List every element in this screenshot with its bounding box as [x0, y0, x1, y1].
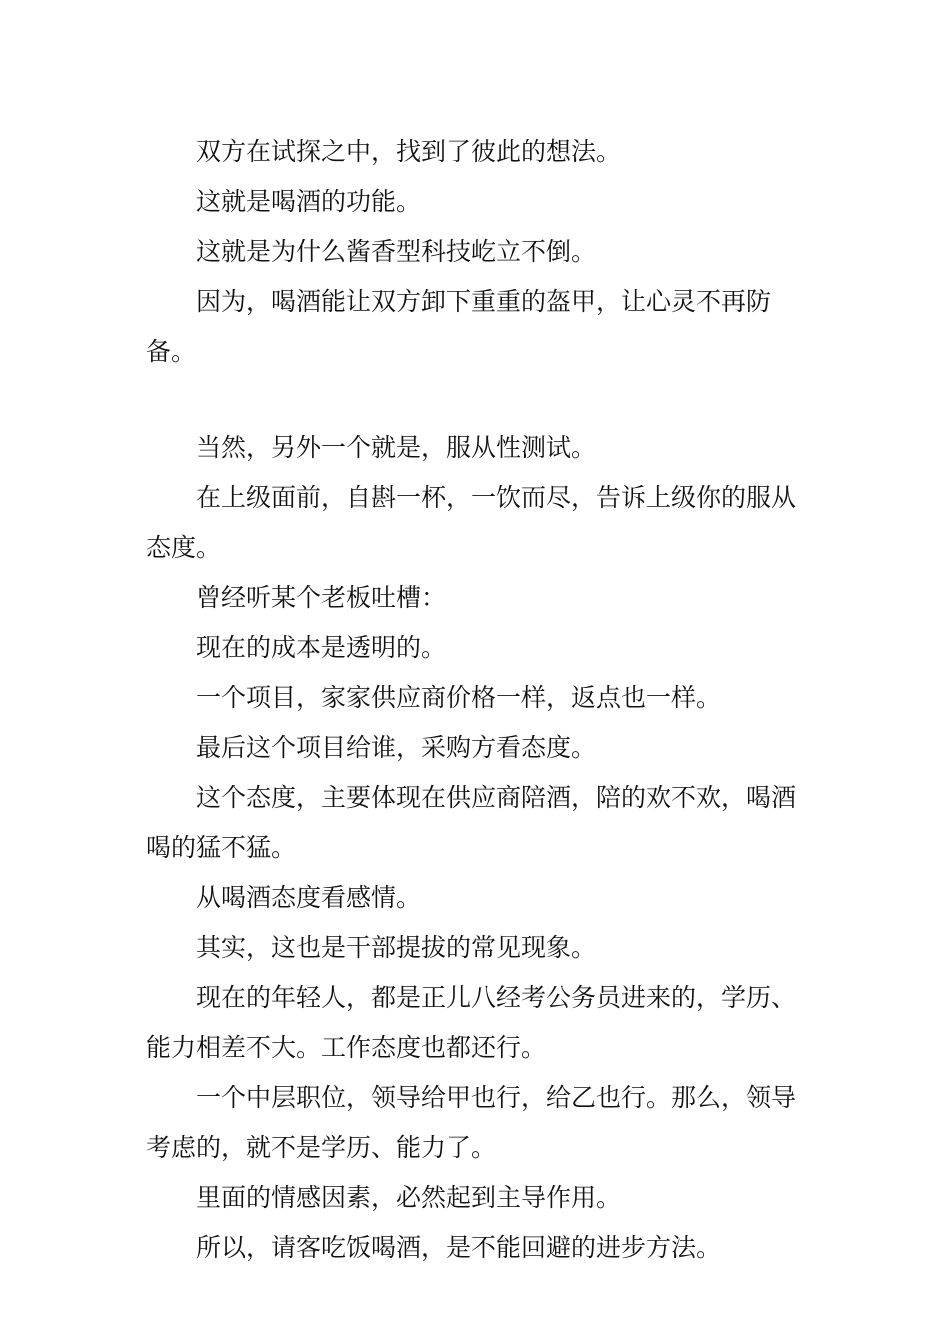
paragraph: 最后这个项目给谁，采购方看态度。 — [196, 733, 597, 762]
paragraph: 这就是喝酒的功能。 — [196, 187, 422, 216]
paragraph: 曾经听某个老板吐槽： — [196, 583, 447, 612]
paragraph: 一个项目，家家供应商价格一样，返点也一样。 — [196, 683, 722, 712]
paragraph: 一个中层职位，领导给甲也行，给乙也行。那么，领导考虑的，就不是学历、能力了。 — [146, 1083, 797, 1162]
paragraph: 现在的年轻人，都是正儿八经考公务员进来的，学历、能力相差不大。工作态度也都还行。 — [146, 983, 797, 1062]
paragraph: 其实，这也是干部提拔的常见现象。 — [196, 933, 597, 962]
paragraph: 当然，另外一个就是，服从性测试。 — [196, 433, 597, 462]
section-gap — [146, 377, 816, 423]
paragraph: 双方在试探之中，找到了彼此的想法。 — [196, 137, 622, 166]
paragraph: 现在的成本是透明的。 — [196, 633, 447, 662]
paragraph: 因为，喝酒能让双方卸下重重的盔甲，让心灵不再防备。 — [146, 287, 772, 366]
paragraph: 在上级面前，自斟一杯，一饮而尽，告诉上级你的服从态度。 — [146, 483, 797, 562]
paragraph: 这就是为什么酱香型科技屹立不倒。 — [196, 237, 597, 266]
paragraph: 从喝酒态度看感情。 — [196, 883, 422, 912]
document-body — [146, 127, 816, 1273]
paragraph: 所以，请客吃饭喝酒，是不能回避的进步方法。 — [196, 1233, 722, 1262]
paragraph: 这个态度，主要体现在供应商陪酒，陪的欢不欢，喝酒喝的猛不猛。 — [146, 783, 797, 862]
paragraph: 里面的情感因素，必然起到主导作用。 — [196, 1183, 622, 1212]
